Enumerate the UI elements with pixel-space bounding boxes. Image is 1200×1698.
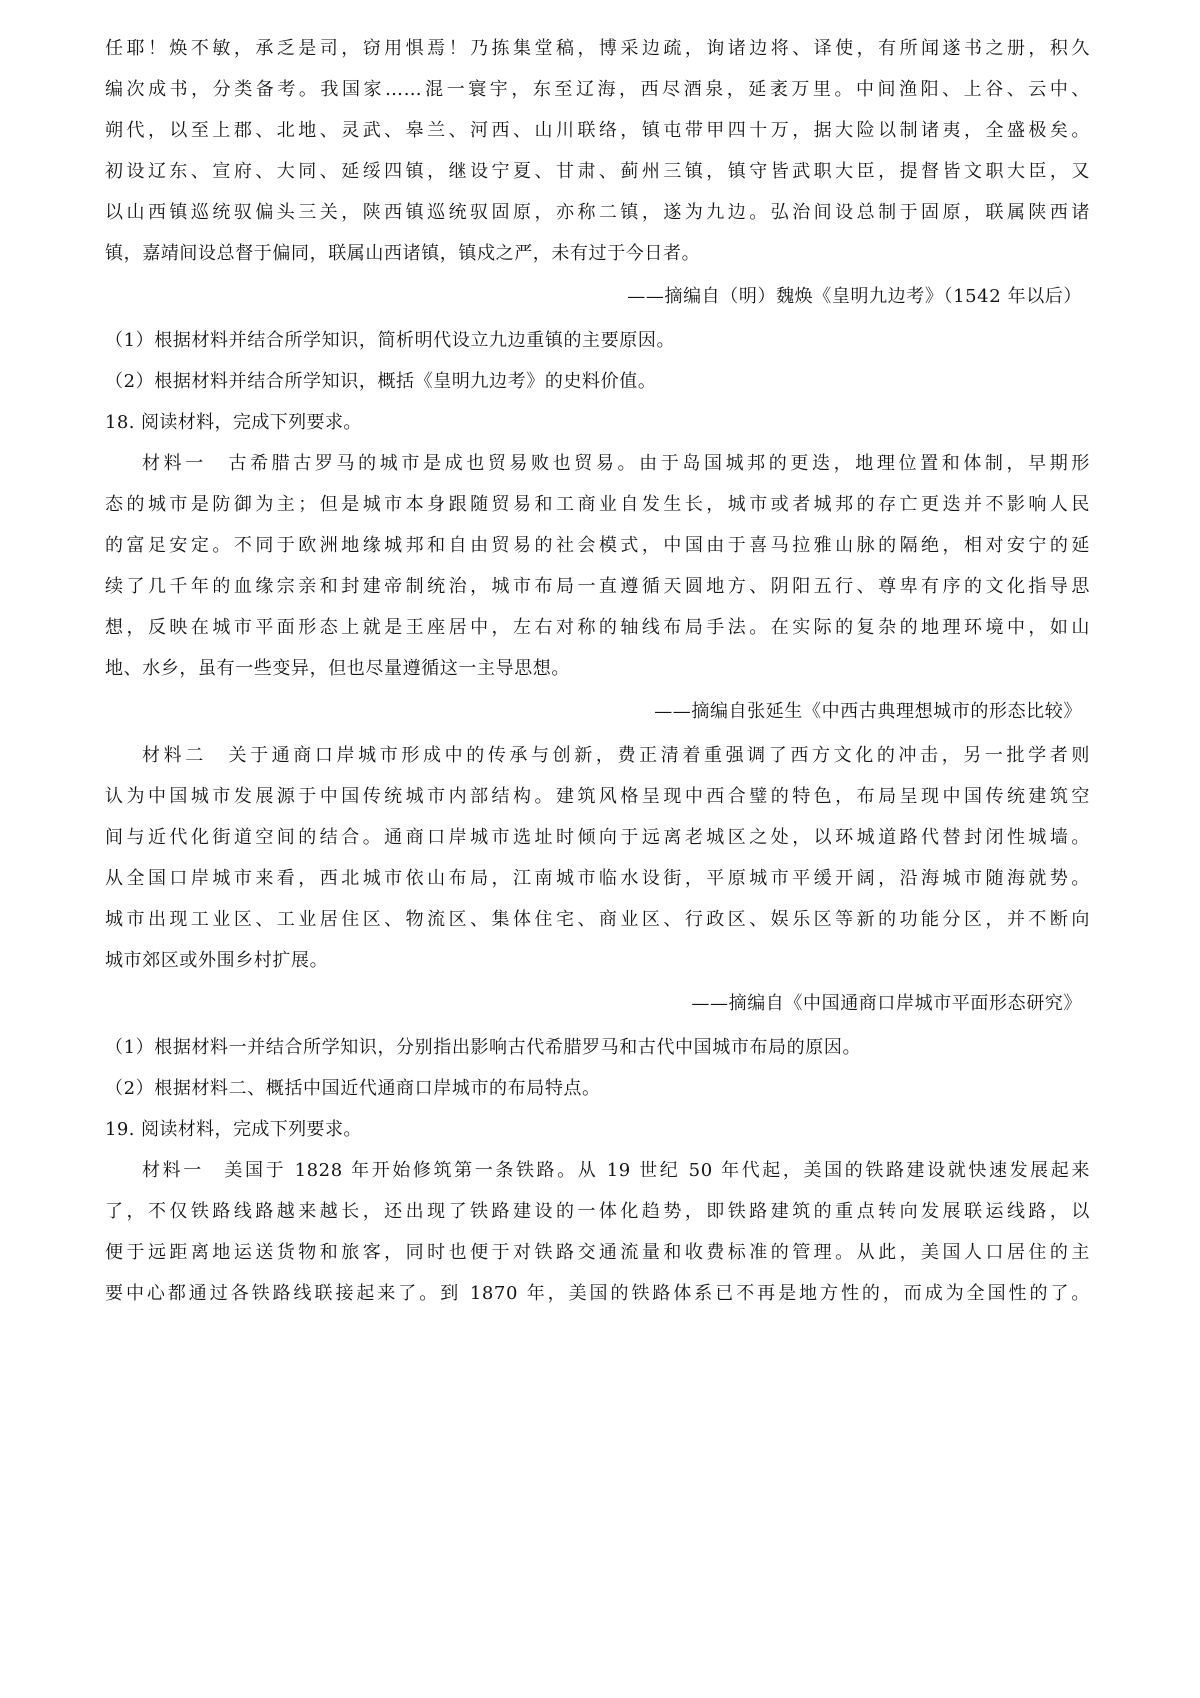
material-line: 续了几千年的血缘宗亲和封建帝制统治，城市布局一直遵循天圆地方、阴阳五行、尊卑有序的文化指导思 [105, 576, 1090, 597]
material-line: 从全国口岸城市来看，西北城市依山布局，江南城市临水设街，平原城市平缓开阔，沿海城市随海就势。 [105, 868, 1090, 889]
material-line: 态的城市是防御为主；但是城市本身跟随贸易和工商业自发生长，城市或者城邦的存亡更迭并不影响人民 [105, 494, 1090, 515]
passage-line: 以山西镇巡统驭偏头三关，陕西镇巡统驭固原，亦称二镇，遂为九边。弘治间设总制于固原，联属陕西诸 [105, 202, 1090, 223]
material-line: 材料一 古希腊古罗马的城市是成也贸易败也贸易。由于岛国城邦的更迭，地理位置和体制，早期形 [142, 453, 1090, 474]
material-line: 要中心都通过各铁路线联接起来了。到 1870 年，美国的铁路体系已不再是地方性的，而成为全国性的了。 [105, 1283, 1090, 1304]
material-line: 便于远距离地运送货物和旅客，同时也便于对铁路交通流量和收费标准的管理。从此，美国人口居住的主 [105, 1242, 1090, 1263]
passage-17-source: ——摘编自（明）魏焕《皇明九边考》（1542 年以后） [627, 286, 1082, 307]
question-18-material-1 [105, 443, 1090, 689]
passage-line: 朔代，以至上郡、北地、灵武、皋兰、河西、山川联络，镇屯带甲四十万，据大险以制诸夷，全盛极矣。 [105, 120, 1090, 141]
material-line: 材料二 关于通商口岸城市形成中的传承与创新，费正清着重强调了西方文化的冲击，另一批学者则 [142, 745, 1090, 766]
material-line: 想，反映在城市平面形态上就是王座居中，左右对称的轴线布局手法。在实际的复杂的地理环境中，如山 [105, 617, 1090, 638]
question-19-heading: 19. 阅读材料，完成下列要求。 [105, 1119, 362, 1140]
passage-line: 任耶！焕不敏，承乏是司，窃用惧焉！乃拣集堂稿，博采边疏，询诸边将、译使，有所闻遂书之册，积久 [105, 38, 1090, 59]
material-line: 城市出现工业区、工业居住区、物流区、集体住宅、商业区、行政区、娱乐区等新的功能分区，并不断向 [105, 909, 1090, 930]
question-17-part-2: （2）根据材料并结合所学知识，概括《皇明九边考》的史料价值。 [105, 371, 657, 392]
question-18-material-2 [105, 735, 1090, 981]
material-line: 间与近代化街道空间的结合。通商口岸城市选址时倾向于远离老城区之处，以环城道路代替封闭性城墙。 [105, 827, 1090, 848]
question-18-part-1: （1）根据材料一并结合所学知识，分别指出影响古代希腊罗马和古代中国城市布局的原因。 [105, 1037, 862, 1058]
question-17-part-1: （1）根据材料并结合所学知识，简析明代设立九边重镇的主要原因。 [105, 330, 676, 351]
material-line: 了，不仅铁路线路越来越长，还出现了铁路建设的一体化趋势，即铁路建筑的重点转向发展联运线路，以 [105, 1201, 1090, 1222]
material-line: 地、水乡，虽有一些变异，但也尽量遵循这一主导思想。 [105, 658, 570, 679]
question-18-material-1-source: ——摘编自张延生《中西古典理想城市的形态比较》 [654, 701, 1082, 722]
material-line: 材料一 美国于 1828 年开始修筑第一条铁路。从 19 世纪 50 年代起，美国的铁路建设就快速发展起来 [142, 1160, 1090, 1181]
question-18-material-2-source: ——摘编自《中国通商口岸城市平面形态研究》 [691, 993, 1082, 1014]
question-18-part-2: （2）根据材料二、概括中国近代通商口岸城市的布局特点。 [105, 1078, 601, 1099]
passage-line: 镇，嘉靖间设总督于偏同，联属山西诸镇，镇戍之严，未有过于今日者。 [105, 243, 701, 264]
material-line: 城市郊区或外围乡村扩展。 [105, 950, 329, 971]
passage-line: 编次成书，分类备考。我国家……混一寰宇，东至辽海，西尽酒泉，延袤万里。中间渔阳、上谷、云中、 [105, 79, 1090, 100]
material-line: 的富足安定。不同于欧洲地缘城邦和自由贸易的社会模式，中国由于喜马拉雅山脉的隔绝，相对安宁的延 [105, 535, 1090, 556]
exam-page [105, 28, 1090, 1314]
passage-line: 初设辽东、宣府、大同、延绥四镇，继设宁夏、甘肃、蓟州三镇，镇守皆武职大臣，提督皆文职大臣，又 [105, 161, 1090, 182]
material-line: 认为中国城市发展源于中国传统城市内部结构。建筑风格呈现中西合璧的特色，布局呈现中国传统建筑空 [105, 786, 1090, 807]
question-18-heading: 18. 阅读材料，完成下列要求。 [105, 412, 362, 433]
passage-17-text [105, 28, 1090, 274]
question-19-material-1 [105, 1150, 1090, 1314]
